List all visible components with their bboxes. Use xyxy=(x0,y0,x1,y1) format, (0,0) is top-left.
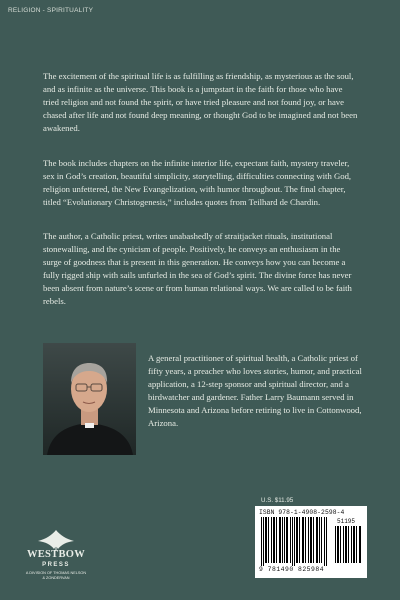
barcode xyxy=(255,506,367,578)
author-bio: A general practitioner of spiritual health, a Catholic priest of fifty years, a preacher who loves stories, humor, and practical application, a 12-step sponsor and spiritual director, and a birdwatcher and gardener. Father Larry Baumann served in Minnesota and Arizona before retiring to live in Cottonwood, Arizona. xyxy=(148,353,362,428)
isbn-label: ISBN 978-1-4908-2598-4 xyxy=(259,509,345,516)
description-paragraph-1: The excitement of the spiritual life is as fulfilling as friendship, as mysterious as the soul, and as infinite as the universe. This book is a jumpstart in the faith for those who have tried religion and not found the spirit, or have tried pleasure and not found joy, or have chased after life and not found deep meaning, or thought God to be imagined and not been awakened. xyxy=(43,71,358,133)
barcode-digits: 9 781490 825984 xyxy=(259,566,325,573)
publisher-name: WESTBOW xyxy=(26,549,86,560)
author-portrait-image xyxy=(43,343,136,455)
publisher-sub: PRESS xyxy=(42,562,70,568)
publisher-logo xyxy=(16,527,96,589)
description-paragraph-2: The book includes chapters on the infinite interior life, expectant faith, mystery traveler, sex in God’s creation, beautiful simplicity, storytelling, difficulties connecting with God, religion unfettered, the New Evangelization, with humor throughout. The final chapter, titled “Evolutionary Christogenesis,” includes quotes from Teilhard de Chardin. xyxy=(43,158,352,207)
description-paragraph-3: The author, a Catholic priest, writes unabashedly of straitjacket rituals, institutional stonewalling, and the cynicism of people. Positively, he conveys an enthusiasm in the surge of goodness that is present in this generation. He conveys how you can become a fully rigged ship with sails unfurled in the sea of God’s spirit. The divine force has never been absent from nature’s scene or from human relational ways. We are called to be faith rebels. xyxy=(43,231,352,306)
westbow-dove-icon xyxy=(16,527,96,551)
price-label: U.S. $11.95 xyxy=(261,497,294,504)
category-label: RELIGION - SPIRITUALITY xyxy=(8,7,94,14)
author-photo xyxy=(43,343,136,455)
publisher-division: A DIVISION OF THOMAS NELSON & ZONDERVAN xyxy=(25,571,87,580)
barcode-addon: 51195 xyxy=(337,518,356,525)
